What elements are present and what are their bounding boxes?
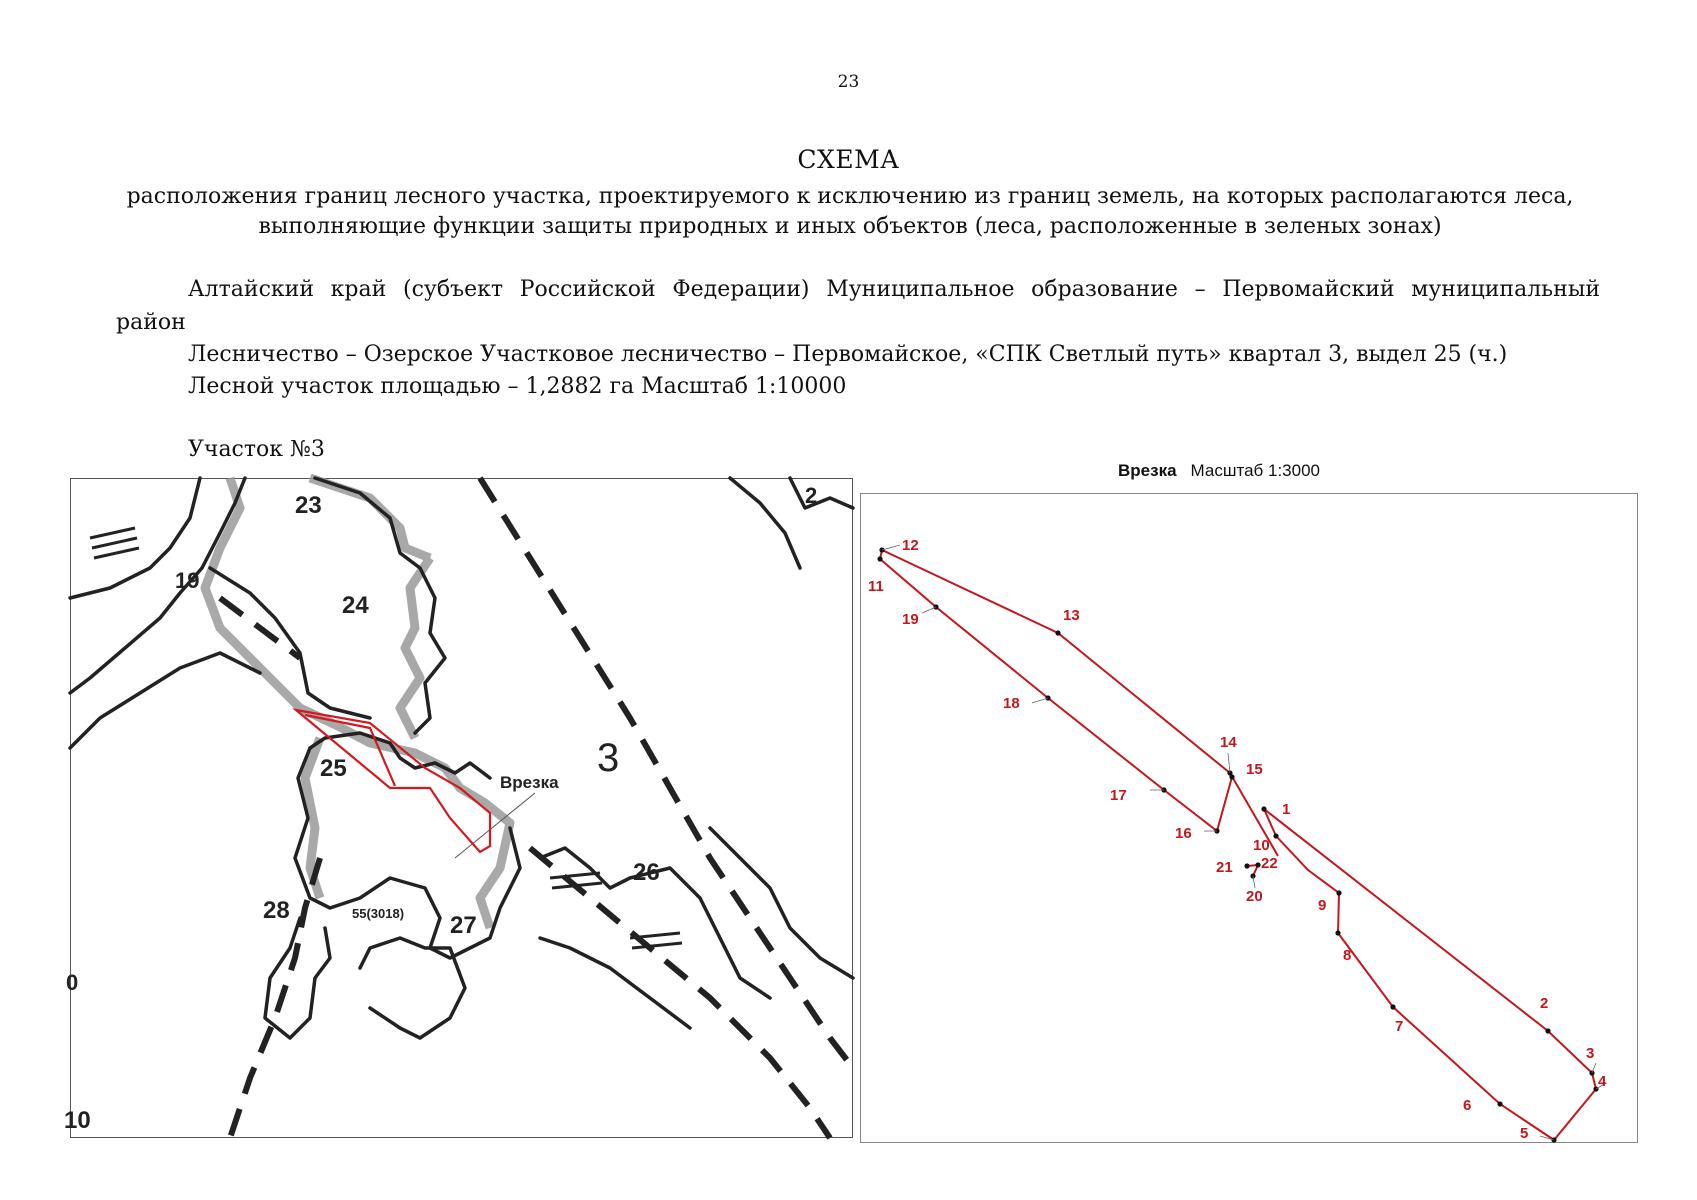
map-label-24: 24 [342,592,369,619]
map-label-edge-0: 0 [66,970,79,995]
point-label-16: 16 [1175,825,1192,842]
point-label-3: 3 [1586,1045,1595,1062]
point-label-8: 8 [1343,947,1352,964]
point-label-15: 15 [1246,761,1263,778]
point-label-10: 10 [1253,837,1270,854]
point-label-1: 1 [1282,801,1291,818]
map-label-26: 26 [633,859,660,886]
point-label-4: 4 [1598,1073,1607,1090]
map-label-55: 55(3018) [352,906,405,921]
map-label-inset-reference: Врезка [500,773,559,792]
plot-label: Участок №3 [188,437,325,462]
main-map [64,478,853,1138]
point-label-14: 14 [1220,734,1237,751]
map-label-28: 28 [263,897,290,924]
point-label-19: 19 [902,611,919,628]
map-label-27: 27 [450,912,477,939]
inset-map [860,493,1638,1143]
page-number: 23 [837,72,860,92]
point-label-7: 7 [1395,1018,1404,1035]
region-line: Алтайский край (субъект Российской Федерации) Муниципальное образование – Первомайский муниципальный [188,277,1600,302]
point-label-5: 5 [1520,1125,1529,1142]
point-label-13: 13 [1063,607,1080,624]
map-label-25: 25 [320,755,347,782]
inset-caption-title: Врезка [1118,461,1177,480]
inset-caption-scale: Масштаб 1:3000 [1190,461,1320,480]
map-label-23: 23 [295,492,322,519]
inset-caption [1118,461,1320,481]
map-label-quarter-3: 3 [597,736,620,780]
point-label-2: 2 [1540,995,1549,1012]
point-label-11: 11 [868,578,884,595]
point-label-17: 17 [1110,787,1127,804]
subtitle-line-2: выполняющие функции защиты природных и иных объектов (леса, расположенные в зеленых зонах) [258,214,1442,239]
point-label-6: 6 [1463,1097,1472,1114]
document-title: СХЕМА [797,145,900,174]
map-label-19: 19 [175,568,200,593]
subtitle-line-1: расположения границ лесного участка, проектируемого к исключению из границ земель, на которых располагаются леса, [126,184,1574,209]
point-label-18: 18 [1003,695,1020,712]
forestry-line: Лесничество – Озерское Участковое лесничество – Первомайское, «СПК Светлый путь» квартал 3, выдел 25 (ч.) [188,342,1508,367]
area-scale-line: Лесной участок площадью – 1,2882 га Масштаб 1:10000 [188,374,847,399]
point-label-12: 12 [902,537,919,554]
map-label-edge-10: 10 [64,1107,91,1134]
region-line-continuation: район [116,310,186,335]
point-label-21: 21 [1216,859,1233,876]
map-label-2: 2 [805,483,818,508]
point-label-9: 9 [1318,897,1327,914]
point-label-20: 20 [1246,888,1263,905]
point-label-22: 22 [1261,855,1278,872]
